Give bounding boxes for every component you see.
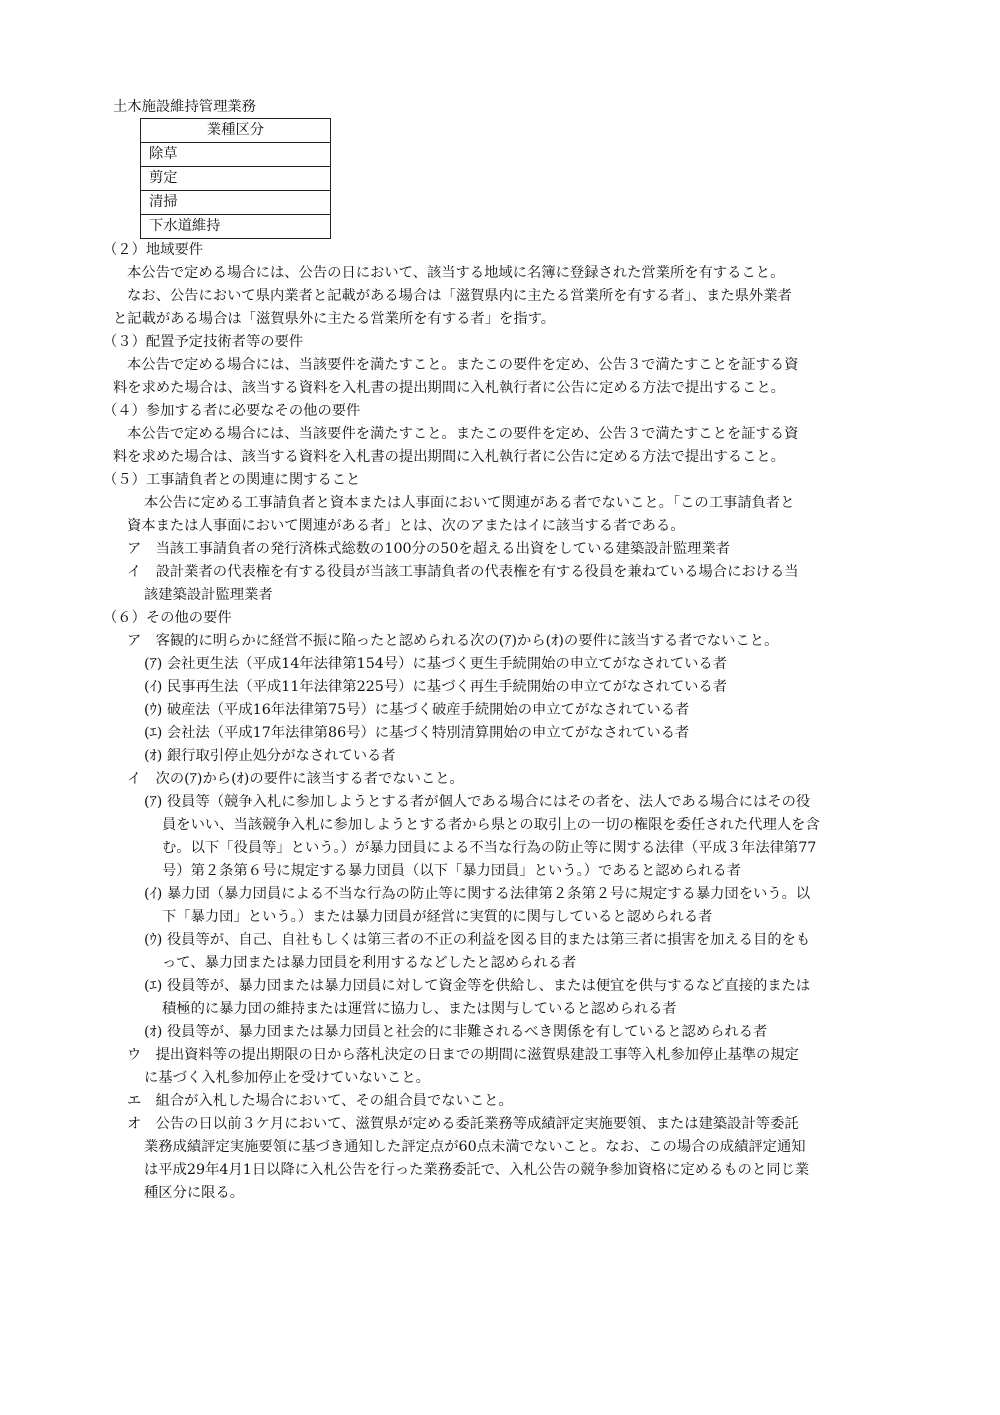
sub-list-item-cont: 下「暴力団」という。）または暴力団員が経営に実質的に関与していると認められる者	[162, 909, 713, 925]
sub-list-item: (ｲ) 暴力団（暴力団員による不当な行為の防止等に関する法律第２条第２号に規定する暴力団をいう。以	[144, 886, 811, 902]
list-item: ア 当該工事請負者の発行済株式総数の100分の50を超える出資をしている建築設計監理業者	[127, 541, 731, 557]
section-title: （５）工事請負者との関連に関すること	[103, 472, 361, 488]
sub-list-item: (ｳ) 破産法（平成16年法律第75号）に基づく破産手続開始の申立てがなされている者	[144, 702, 690, 718]
table-row: 下水道維持	[141, 215, 331, 239]
paragraph-line: 本公告に定める工事請負者と資本または人事面において関連がある者でないこと。「この工事請負者と	[144, 495, 795, 511]
paragraph-line: 料を求めた場合は、該当する資料を入札書の提出期間に入札執行者に公告に定める方法で提出すること。	[113, 449, 785, 465]
sub-list-item-cont: む。以下「役員等」という。）が暴力団員による不当な行為の防止等に関する法律（平成３年法律第77	[162, 840, 817, 856]
sub-list-item: (ｴ) 役員等が、暴力団または暴力団員に対して資金等を供給し、または便宜を供与するなど直接的または	[144, 978, 811, 994]
table-header: 業種区分	[141, 119, 331, 143]
sub-list-item: (ｵ) 銀行取引停止処分がなされている者	[144, 748, 396, 764]
paragraph-line: 本公告で定める場合には、当該要件を満たすこと。またこの要件を定め、公告３で満たすことを証する資	[127, 357, 799, 373]
section-title: （３）配置予定技術者等の要件	[103, 334, 304, 350]
list-item: イ 次の(ｱ)から(ｵ)の要件に該当する者でないこと。	[127, 771, 464, 787]
sub-list-item: (ｴ) 会社法（平成17年法律第86号）に基づく特別清算開始の申立てがなされている者	[144, 725, 690, 741]
paragraph-line: 料を求めた場合は、該当する資料を入札書の提出期間に入札執行者に公告に定める方法で提出すること。	[113, 380, 785, 396]
sub-list-item: (ｵ) 役員等が、暴力団または暴力団員と社会的に非難されるべき関係を有していると認められる者	[144, 1024, 768, 1040]
sub-list-item-cont: 号）第２条第６号に規定する暴力団員（以下「暴力団員」という。）であると認められる者	[162, 863, 742, 879]
list-item-cont: は平成29年4月1日以降に入札公告を行った業務委託で、入札公告の競争参加資格に定めるものと同じ業	[144, 1162, 810, 1178]
table-row: 清掃	[141, 191, 331, 215]
section-heading: 土木施設維持管理業務	[113, 99, 256, 115]
list-item: イ 設計業者の代表権を有する役員が当該工事請負者の代表権を有する役員を兼ねている場合における当	[127, 564, 799, 580]
sub-list-item: (ｳ) 役員等が、自己、自社もしくは第三者の不正の利益を図る目的または第三者に損害を加える目的をも	[144, 932, 811, 948]
list-item: エ 組合が入札した場合において、その組合員でないこと。	[127, 1093, 513, 1109]
sub-list-item-cont: 積極的に暴力団の維持または運営に協力し、または関与していると認められる者	[162, 1001, 677, 1017]
sub-list-item: (ｱ) 役員等（競争入札に参加しようとする者が個人である場合にはその者を、法人である場合にはその役	[144, 794, 811, 810]
paragraph-line: と記載がある場合は「滋賀県外に主たる営業所を有する者」を指す。	[113, 311, 556, 327]
table-row: 剪定	[141, 167, 331, 191]
list-item-cont: 種区分に限る。	[144, 1185, 245, 1201]
section-title: （４）参加する者に必要なその他の要件	[103, 403, 361, 419]
list-item-cont: 業務成績評定実施要領に基づき通知した評定点が60点未満でないこと。なお、この場合の成績評定通知	[144, 1139, 806, 1155]
paragraph-line: なお、公告において県内業者と記載がある場合は「滋賀県内に主たる営業所を有する者」、また県外業者	[127, 288, 792, 304]
list-item-cont: に基づく入札参加停止を受けていないこと。	[144, 1070, 430, 1086]
table-row: 除草	[141, 143, 331, 167]
section-title: （６）その他の要件	[103, 610, 232, 626]
list-item-cont: 該建築設計監理業者	[144, 587, 273, 603]
paragraph-line: 本公告で定める場合には、公告の日において、該当する地域に名簿に登録された営業所を有すること。	[127, 265, 785, 281]
business-category-table	[140, 118, 331, 239]
sub-list-item-cont: って、暴力団または暴力団員を利用するなどしたと認められる者	[162, 955, 577, 971]
section-title: （２）地域要件	[103, 242, 204, 258]
sub-list-item: (ｱ) 会社更生法（平成14年法律第154号）に基づく更生手続開始の申立てがなされている者	[144, 656, 728, 672]
paragraph-line: 資本または人事面において関連がある者」とは、次のアまたはイに該当する者である。	[127, 518, 685, 534]
list-item: オ 公告の日以前３ケ月において、滋賀県が定める委託業務等成績評定実施要領、または建築設計等委託	[127, 1116, 799, 1132]
list-item: ウ 提出資料等の提出期限の日から落札決定の日までの期間に滋賀県建設工事等入札参加停止基準の規定	[127, 1047, 799, 1063]
sub-list-item-cont: 員をいい、当該競争入札に参加しようとする者から県との取引上の一切の権限を委任された代理人を含	[162, 817, 820, 833]
list-item: ア 客観的に明らかに経営不振に陥ったと認められる次の(ｱ)から(ｵ)の要件に該当する者でないこと。	[127, 633, 779, 649]
sub-list-item: (ｲ) 民事再生法（平成11年法律第225号）に基づく再生手続開始の申立てがなされている者	[144, 679, 728, 695]
paragraph-line: 本公告で定める場合には、当該要件を満たすこと。またこの要件を定め、公告３で満たすことを証する資	[127, 426, 799, 442]
